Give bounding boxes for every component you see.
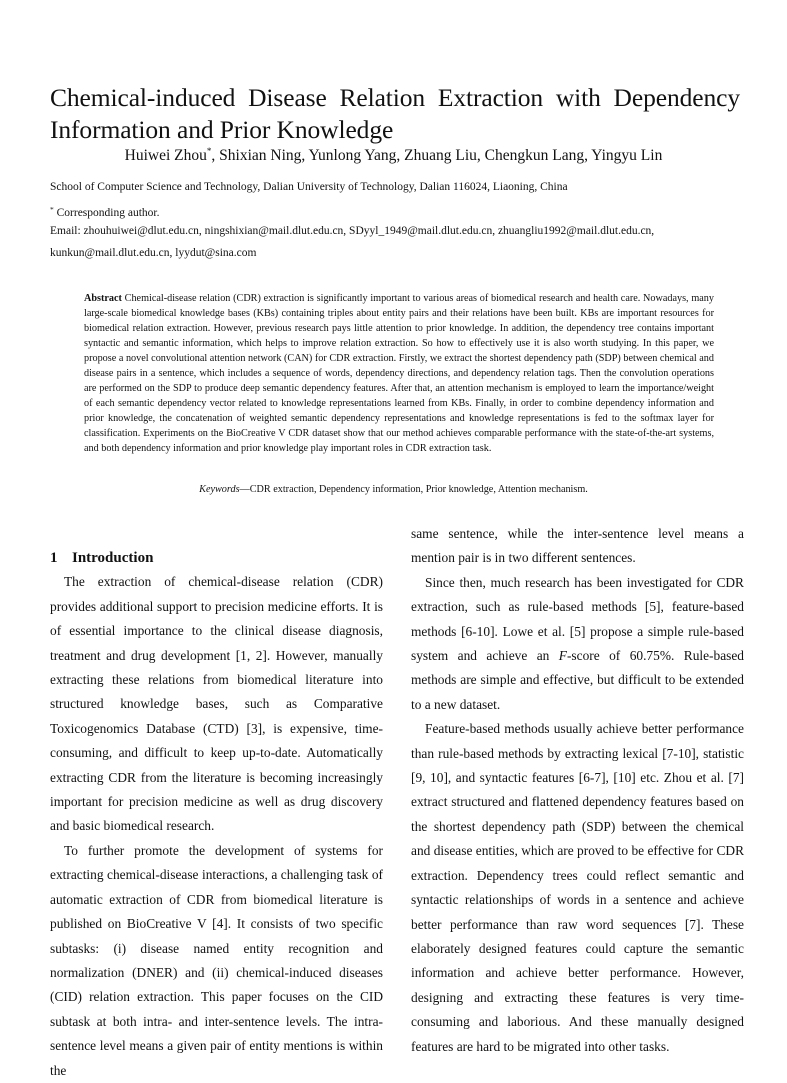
abstract-label: Abstract xyxy=(84,293,122,304)
abstract-text: Chemical-disease relation (CDR) extraction is significantly important to various areas of biomedical research and health care. Nowadays, many large-scale biomedical knowledge bases (KBs) containing triples about entity pairs and their relations have been built. KBs are important resources for biomedical relation extraction. However, previous research pays little attention to prior knowledge. In addition, the dependency tree contains important syntactic and semantic information, which helps to improve relation extraction. So how to effectively use it is also worth studying. In this paper, we propose a novel convolutional attention network (CAN) for CDR extraction. Firstly, we extract the shortest dependency path (SDP) between chemical and disease pairs in a sentence, which includes a sequence of words, dependency directions, and dependency relation tags. Then the convolution operations are performed on the SDP to produce deep semantic dependency features. After that, an attention mechanism is employed to learn the importance/weight of each semantic dependency vector related to knowledge representations learned from KBs. Finally, in order to combine dependency information and prior knowledge, the concatenation of weighted semantic dependency representations and knowledge representations is fed to the softmax layer for classification. Experiments on the BioCreative V CDR dataset show that our method achieves comparable performance with the state-of-the-art systems, and both dependency information and prior knowledge play important roles in CDR extraction task. xyxy=(84,293,714,454)
email-line-2: kunkun@mail.dlut.edu.cn, lyydut@sina.com xyxy=(50,247,257,259)
keywords-dash: — xyxy=(239,484,250,495)
left-column xyxy=(50,522,383,1083)
affiliation: School of Computer Science and Technology, Dalian University of Technology, Dalian 116024, Liaoning, China xyxy=(50,181,568,193)
abstract xyxy=(84,291,714,456)
paper-title: Chemical-induced Disease Relation Extraction with Dependency Information and Prior Knowledge xyxy=(50,83,740,144)
right-column xyxy=(411,522,744,1059)
keywords-label: Keywords xyxy=(199,484,240,495)
corresponding-note-text: Corresponding author. xyxy=(53,207,160,219)
intro-paragraph-3 xyxy=(411,571,744,717)
intro-paragraph-1: The extraction of chemical-disease relation (CDR) provides additional support to precision medicine efforts. It is of essential importance to the clinical disease diagnosis, treatment and drug development [1, 2]. However, manually extracting these relations from biomedical literature into structured knowledge bases, such as Comparative Toxicogenomics Database (CTD) [3], is expensive, time-consuming, and difficult to keep up-to-date. Automatically extracting CDR from the literature is becoming increasingly important for precision medicine as well as drug discovery and basic biomedical research. xyxy=(50,574,383,834)
corresponding-mark: * xyxy=(206,146,212,156)
section-number: 1 xyxy=(50,550,58,566)
keywords-text: CDR extraction, Dependency information, Prior knowledge, Attention mechanism. xyxy=(249,484,588,495)
author-list xyxy=(0,141,787,166)
corresponding-note xyxy=(50,202,159,221)
intro-paragraph-3-part-b: -score of 60.75%. Rule-based methods are simple and effective, but difficult to be extended to a new dataset. xyxy=(411,648,744,712)
keywords xyxy=(0,482,787,497)
section-title: Introduction xyxy=(72,550,154,566)
intro-paragraph-3-part-a: Since then, much research has been investigated for CDR extraction, such as rule-based methods [5], feature-based methods [6-10]. Lowe et al. [5] propose a simple rule-based system and achieve an xyxy=(411,574,744,664)
intro-paragraph-continued: same sentence, while the inter-sentence level means a mention pair is in two different sentences. xyxy=(411,526,744,566)
intro-paragraph-2: To further promote the development of systems for extracting chemical-disease interactions, a challenging task of automatic extraction of CDR from biomedical literature is published on BioCreative V [4]. It consists of two specific subtasks: (i) disease named entity recognition and normalization (DNER) and (ii) chemical-induced diseases (CID) relation extraction. This paper focuses on the CID subtask at both intra- and inter-sentence levels. The intra-sentence level means a given pair of entity mentions is within the xyxy=(50,842,383,1078)
intro-paragraph-4: Feature-based methods usually achieve better performance than rule-based methods by extracting lexical [7-10], statistic [9, 10], and syntactic features [6-7], [10] etc. Zhou et al. [7] extract structured and flattened dependency features based on the shortest dependency path (SDP) between the chemical and disease entities, which are proved to be effective for CDR extraction. Dependency trees could reflect semantic and syntactic relationships of words in a sentence and achieve better performance than raw word sequences [7]. These elaborately designed features could capture the semantic information and achieve better performance. However, designing and extracting these features is very time-consuming and laborious. And these manually designed features are hard to be migrated into other tasks. xyxy=(411,721,744,1054)
corresponding-note-mark: * xyxy=(50,205,54,214)
section-heading xyxy=(50,546,383,570)
other-authors: , Shixian Ning, Yunlong Yang, Zhuang Liu, Chengkun Lang, Yingyu Lin xyxy=(211,147,663,164)
email-line-1: Email: zhouhuiwei@dlut.edu.cn, ningshixian@mail.dlut.edu.cn, SDyyl_1949@mail.dlut.edu.cn, zhuangliu1992@mail.dlut.edu.cn, xyxy=(50,225,655,237)
f-score-symbol: F xyxy=(558,648,567,664)
first-author: Huiwei Zhou xyxy=(124,147,207,164)
